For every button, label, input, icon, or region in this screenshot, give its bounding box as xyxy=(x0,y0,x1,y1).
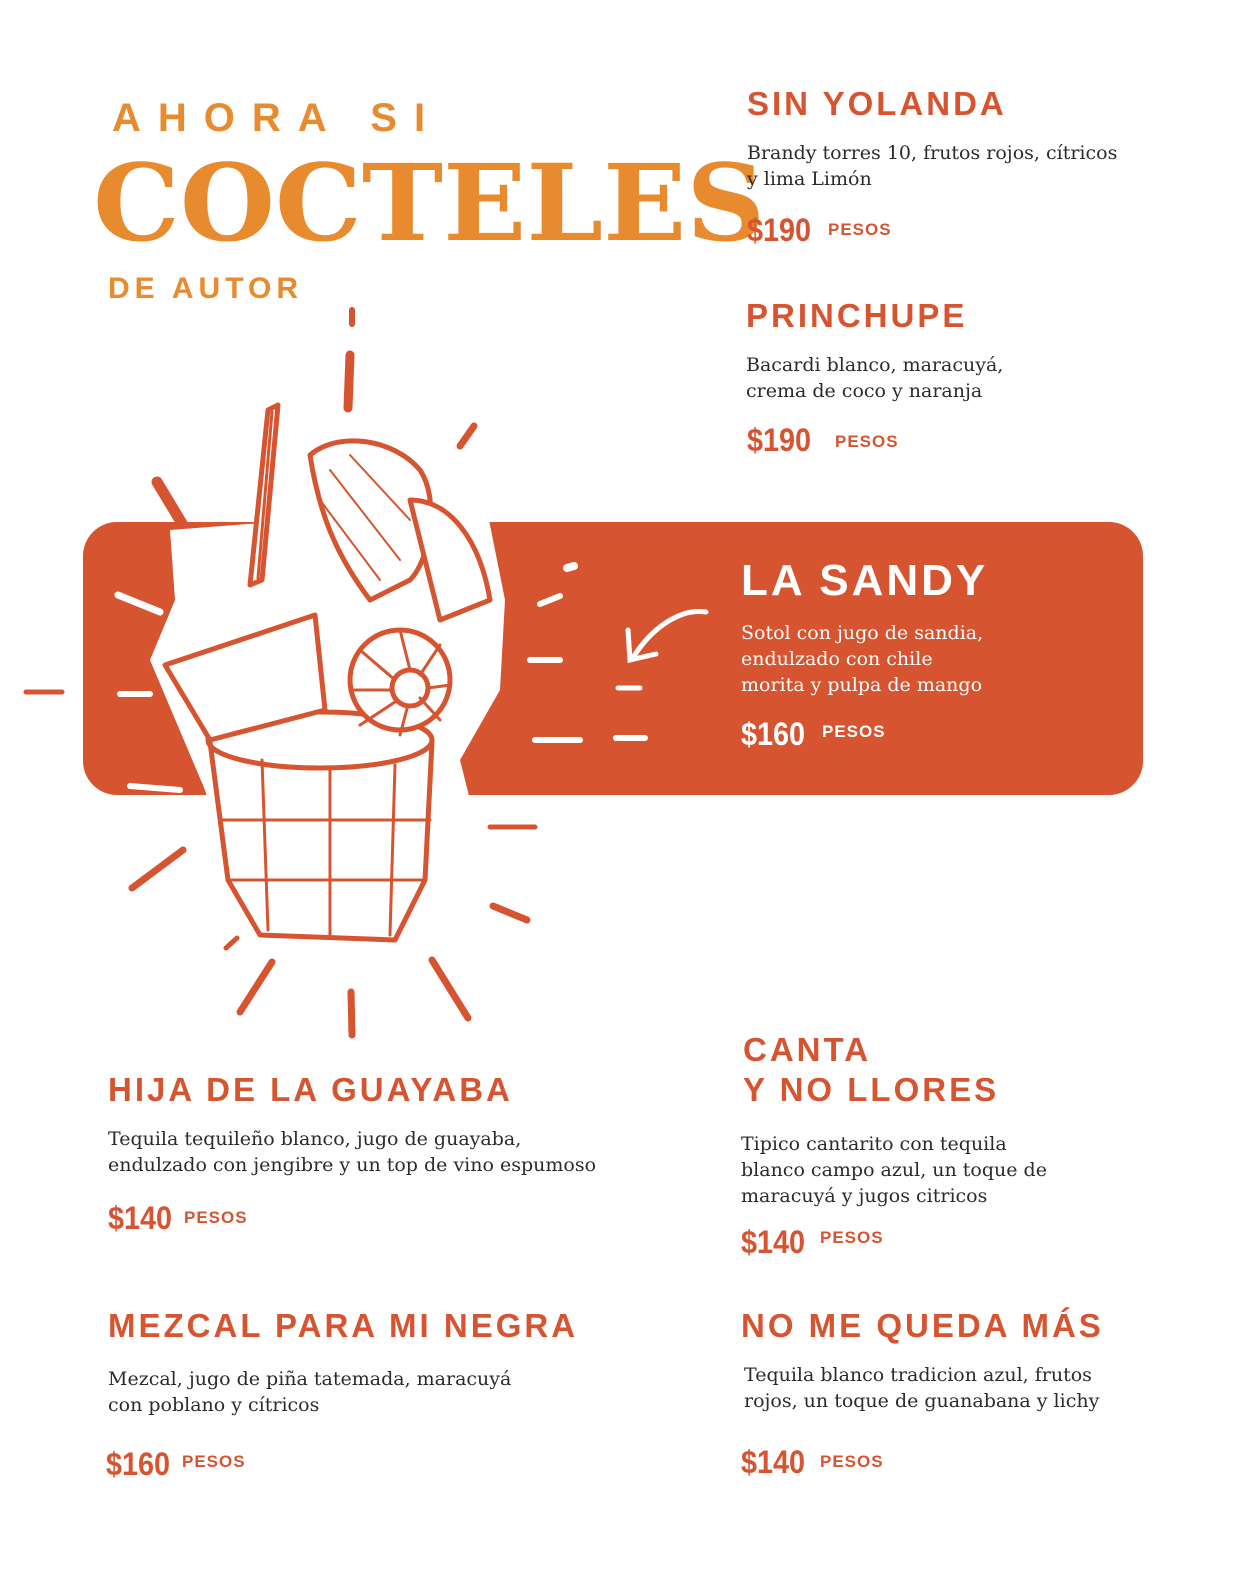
desc-line: Tequila tequileño blanco, jugo de guayaba, xyxy=(108,1128,522,1150)
item-desc-no-me-queda-mas xyxy=(744,1362,1099,1414)
desc-line: endulzado con jengibre y un top de vino espumoso xyxy=(108,1154,597,1176)
item-price-sin-yolanda: $190 xyxy=(747,212,812,248)
item-desc-la-sandy xyxy=(741,620,983,698)
desc-line: Brandy torres 10, frutos rojos, cítricos xyxy=(747,142,1118,164)
item-desc-sin-yolanda xyxy=(747,140,1117,192)
item-name-princhupe: PRINCHUPE xyxy=(746,297,968,334)
price-unit: PESOS xyxy=(835,432,899,451)
name-line: CANTA xyxy=(743,1031,872,1068)
item-desc-mezcal-para-mi-negra xyxy=(108,1366,511,1418)
desc-line: morita y pulpa de mango xyxy=(741,674,983,696)
desc-line: Tipico cantarito con tequila xyxy=(741,1133,1007,1155)
item-name-canta-y-no-llores xyxy=(743,1030,999,1110)
price-unit: PESOS xyxy=(820,1228,884,1247)
desc-line: crema de coco y naranja xyxy=(746,380,983,402)
price-unit: PESOS xyxy=(822,722,886,741)
item-price-la-sandy: $160 xyxy=(741,716,806,752)
item-desc-hija-de-la-guayaba xyxy=(108,1126,596,1178)
desc-line: rojos, un toque de guanabana y lichy xyxy=(744,1390,1100,1412)
item-price-princhupe: $190 xyxy=(747,422,812,458)
header-eyebrow: AHORA SI xyxy=(112,96,443,140)
item-desc-canta-y-no-llores xyxy=(741,1131,1047,1209)
desc-line: endulzado con chile xyxy=(741,648,933,670)
desc-line: Mezcal, jugo de piña tatemada, maracuyá xyxy=(108,1368,512,1390)
item-name-sin-yolanda: SIN YOLANDA xyxy=(747,85,1007,122)
item-name-mezcal-para-mi-negra: MEZCAL PARA MI NEGRA xyxy=(108,1307,579,1344)
item-price-mezcal-para-mi-negra: $160 xyxy=(106,1446,171,1482)
desc-line: con poblano y cítricos xyxy=(108,1394,320,1416)
header-subtitle: DE AUTOR xyxy=(108,272,304,305)
desc-line: y lima Limón xyxy=(747,168,872,190)
desc-line: Bacardi blanco, maracuyá, xyxy=(746,354,1004,376)
item-price-hija-de-la-guayaba: $140 xyxy=(108,1200,173,1236)
item-price-canta-y-no-llores: $140 xyxy=(741,1224,806,1260)
item-name-hija-de-la-guayaba: HIJA DE LA GUAYABA xyxy=(108,1071,513,1108)
item-price-no-me-queda-mas: $140 xyxy=(741,1444,806,1480)
price-unit: PESOS xyxy=(828,220,892,239)
item-desc-princhupe xyxy=(746,352,1003,404)
price-unit: PESOS xyxy=(820,1452,884,1471)
price-unit: PESOS xyxy=(184,1208,248,1227)
item-name-la-sandy: LA SANDY xyxy=(741,556,989,605)
arrow-icon xyxy=(628,611,706,660)
desc-line: Tequila blanco tradicion azul, frutos xyxy=(744,1364,1092,1386)
page-title: COCTELES xyxy=(93,140,766,265)
name-line: Y NO LLORES xyxy=(743,1071,1000,1108)
desc-line: blanco campo azul, un toque de xyxy=(741,1159,1047,1181)
price-unit: PESOS xyxy=(182,1452,246,1471)
desc-line: maracuyá y jugos citricos xyxy=(741,1185,988,1207)
item-name-no-me-queda-mas: NO ME QUEDA MÁS xyxy=(741,1307,1104,1344)
desc-line: Sotol con jugo de sandia, xyxy=(741,622,984,644)
